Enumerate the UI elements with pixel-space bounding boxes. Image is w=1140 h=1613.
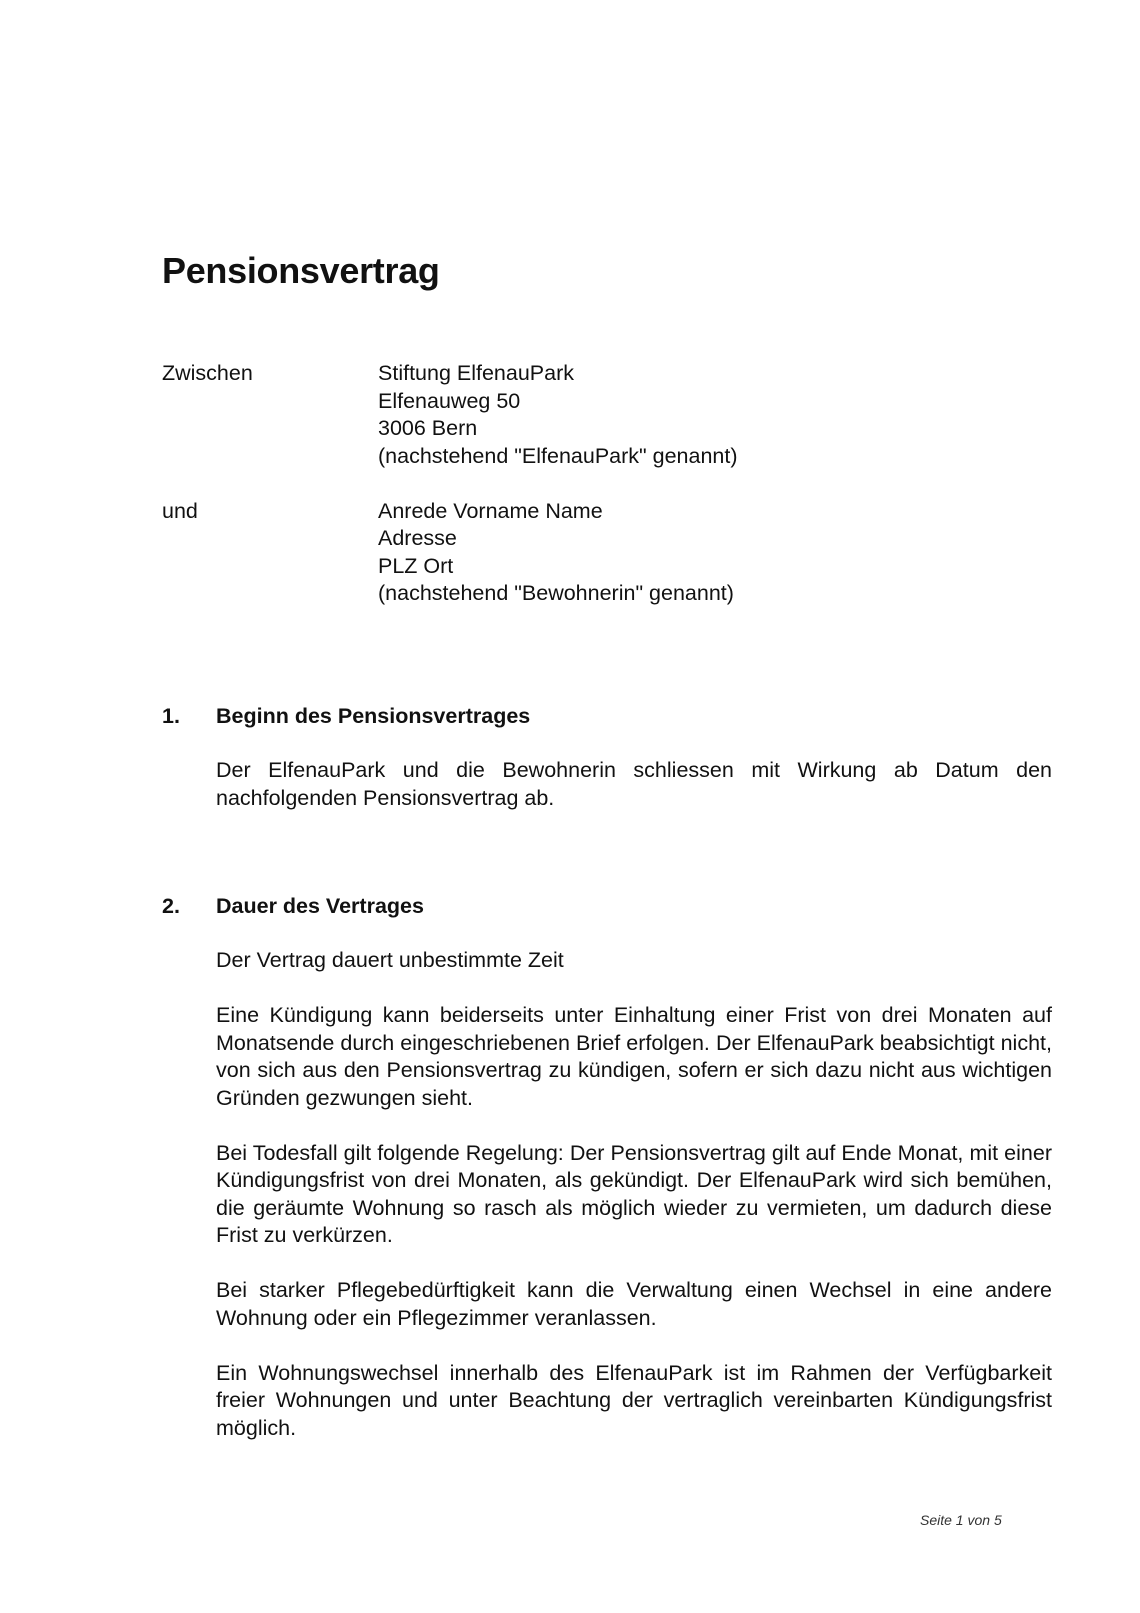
section-number: 1. bbox=[162, 704, 180, 728]
party-line: (nachstehend "ElfenauPark" genannt) bbox=[378, 443, 738, 468]
party-label: und bbox=[162, 498, 198, 523]
section-paragraph: Der Vertrag dauert unbestimmte Zeit bbox=[216, 948, 564, 972]
section-paragraph: Eine Kündigung kann beiderseits unter Einhaltung einer Frist von drei Monaten auf Monatsende durch eingeschriebenen Brief erfolgen. Der ElfenauPark beabsichtigt nicht, von sich aus den Pensionsvertrag zu kündigen, sofern er sich dazu nicht aus wichtigen Gründen gezwungen sieht. bbox=[216, 1003, 1052, 1110]
party-block-1 bbox=[162, 360, 962, 470]
party-address bbox=[378, 360, 738, 470]
party-block-2 bbox=[162, 498, 962, 608]
contract-parties bbox=[162, 360, 962, 635]
party-line: Elfenauweg 50 bbox=[378, 388, 521, 413]
page-number: Seite 1 von 5 bbox=[920, 1512, 1002, 1528]
section-1 bbox=[162, 702, 1052, 812]
section-title: Beginn des Pensionsvertrages bbox=[216, 704, 531, 728]
section-paragraph: Der ElfenauPark und die Bewohnerin schliessen mit Wirkung ab Datum den nachfolgenden Pensionsvertrag ab. bbox=[216, 758, 1052, 810]
party-line: 3006 Bern bbox=[378, 416, 478, 440]
section-paragraph: Bei starker Pflegebedürftigkeit kann die Verwaltung einen Wechsel in eine andere Wohnung oder ein Pflegezimmer veranlassen. bbox=[216, 1278, 1052, 1330]
party-line: Anrede Vorname Name bbox=[378, 498, 603, 523]
party-address bbox=[378, 498, 734, 608]
document-title: Pensionsvertrag bbox=[162, 250, 440, 291]
party-line: Adresse bbox=[378, 526, 457, 550]
party-line: PLZ Ort bbox=[378, 553, 454, 578]
section-paragraph: Ein Wohnungswechsel innerhalb des ElfenauPark ist im Rahmen der Verfügbarkeit freier Wohnungen und unter Beachtung der vertraglich vereinbarten Kündigungsfrist möglich. bbox=[216, 1360, 1052, 1440]
section-paragraph: Bei Todesfall gilt folgende Regelung: Der Pensionsvertrag gilt auf Ende Monat, mit einer Kündigungsfrist von drei Monaten, als gekündigt. Der ElfenauPark wird sich bemühen, die geräumte Wohnung so rasch als möglich wieder zu vermieten, um dadurch diese Frist zu verkürzen. bbox=[216, 1140, 1052, 1247]
section-title: Dauer des Vertrages bbox=[216, 894, 424, 918]
party-line: (nachstehend "Bewohnerin" genannt) bbox=[378, 581, 734, 605]
section-heading bbox=[162, 702, 1052, 730]
section-number: 2. bbox=[162, 894, 180, 918]
section-body bbox=[216, 757, 1052, 812]
party-line: Stiftung ElfenauPark bbox=[378, 361, 575, 385]
party-label: Zwischen bbox=[162, 361, 253, 385]
section-2 bbox=[162, 892, 1052, 1442]
section-body bbox=[216, 947, 1052, 1442]
section-heading bbox=[162, 892, 1052, 920]
